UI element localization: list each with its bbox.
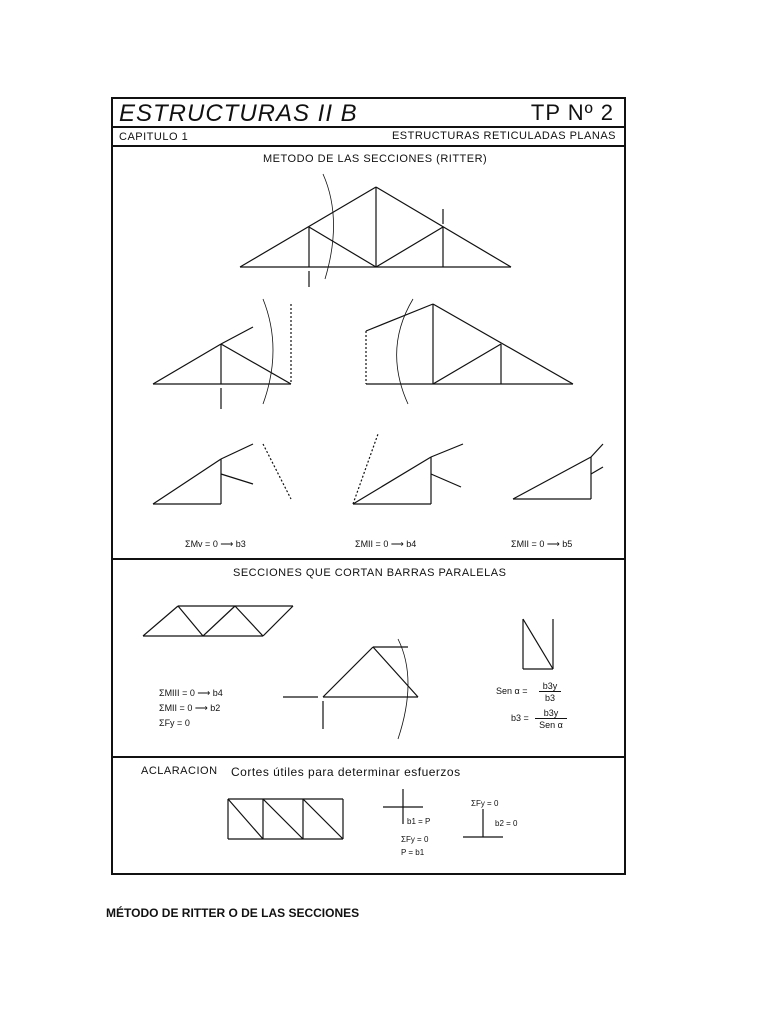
equation-parallel-3: ΣFy = 0 bbox=[159, 718, 190, 728]
clar-p-b1: P = b1 bbox=[401, 848, 425, 857]
parallel-section-title: SECCIONES QUE CORTAN BARRAS PARALELAS bbox=[233, 567, 507, 579]
equation-parallel-1: ΣMIII = 0 ⟶ b4 bbox=[159, 688, 223, 698]
truss-drawings bbox=[113, 99, 628, 877]
topic-label: ESTRUCTURAS RETICULADAS PLANAS bbox=[391, 130, 616, 142]
course-title: ESTRUCTURAS II B bbox=[119, 100, 358, 127]
equation-mii-b4: ΣMII = 0 ⟶ b4 bbox=[355, 539, 417, 549]
clarification-text: Cortes útiles para determinar esfuerzos bbox=[231, 765, 461, 779]
b3-denominator: Sen α bbox=[539, 720, 563, 730]
b3-numerator: b3y bbox=[535, 708, 567, 719]
clar-b2-zero: b2 = 0 bbox=[495, 819, 518, 828]
chapter-label: CAPITULO 1 bbox=[119, 131, 189, 143]
tp-number: TP Nº 2 bbox=[530, 100, 614, 125]
equation-mii-b5: ΣMII = 0 ⟶ b5 bbox=[511, 539, 573, 549]
page-caption: MÉTODO DE RITTER O DE LAS SECCIONES bbox=[106, 906, 360, 920]
equation-mv: ΣMv = 0 ⟶ b3 bbox=[185, 539, 246, 549]
equation-parallel-2: ΣMII = 0 ⟶ b2 bbox=[159, 703, 221, 713]
clar-b1-p: b1 = P bbox=[407, 817, 431, 826]
ritter-section-title: METODO DE LAS SECCIONES (RITTER) bbox=[263, 153, 488, 165]
sen-alpha-denominator: b3 bbox=[544, 693, 555, 703]
clarification-label: ACLARACION bbox=[141, 765, 218, 777]
clar-sum-fy-2: ΣFy = 0 bbox=[401, 835, 429, 844]
equation-b3: b3 = bbox=[511, 713, 529, 723]
sen-alpha-numerator: b3y bbox=[539, 681, 561, 692]
clar-sum-fy: ΣFy = 0 bbox=[471, 799, 499, 808]
worksheet-sheet bbox=[111, 97, 626, 875]
equation-sen-alpha: Sen α = bbox=[496, 686, 528, 696]
